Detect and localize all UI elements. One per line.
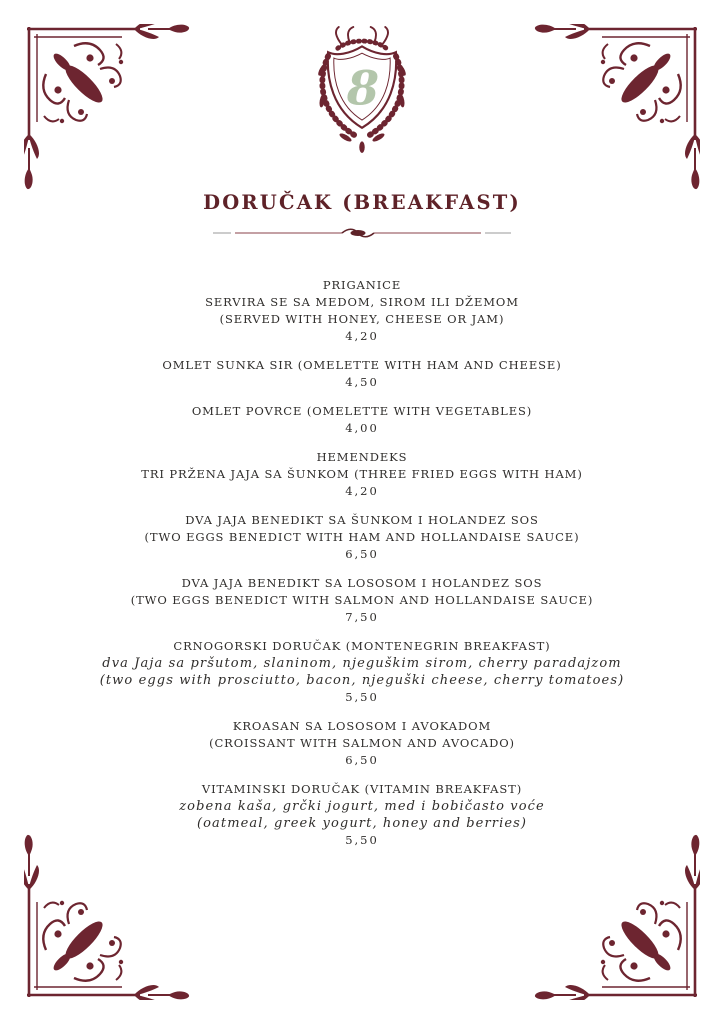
menu-item-line: dva Jaja sa pršutom, slaninom, njeguškim sirom, cherry paradajzom <box>102 656 622 671</box>
menu-item-line: HEMENDEKS <box>316 450 408 464</box>
menu-item-line: KROASAN SA LOSOSOM I AVOKADOM <box>232 719 492 733</box>
menu-item-lines <box>40 638 684 689</box>
menu-item-line: (SERVED WITH HONEY, CHEESE OR JAM) <box>219 312 505 326</box>
menu-item <box>40 575 684 626</box>
menu-item-line: PRIGANICE <box>322 278 402 292</box>
menu-item-price: 4,20 <box>345 329 379 343</box>
menu-item-lines <box>40 357 684 374</box>
menu-item-line: (two eggs with prosciutto, bacon, njeguški cheese, cherry tomatoes) <box>99 673 625 688</box>
menu-item-line: (TWO EGGS BENEDICT WITH SALMON AND HOLLANDAISE SAUCE) <box>130 593 594 607</box>
menu-item <box>40 781 684 849</box>
menu-item <box>40 403 684 437</box>
menu-item-line: SERVIRA SE SA MEDOM, SIROM ILI DŽEMOM <box>205 295 519 309</box>
menu-item-line: OMLET POVRCE (OMELETTE WITH VEGETABLES) <box>191 404 533 418</box>
page-title: DORUČAK (BREAKFAST) <box>203 191 521 214</box>
menu-item-price: 7,50 <box>345 610 379 624</box>
menu-item <box>40 357 684 391</box>
menu-item-line: CRNOGORSKI DORUČAK (MONTENEGRIN BREAKFAST) <box>173 639 551 653</box>
menu-item-price: 6,50 <box>345 753 379 767</box>
menu-item-price: 6,50 <box>345 547 379 561</box>
menu-item-price: 4,20 <box>345 484 379 498</box>
crest-emblem <box>299 24 425 156</box>
menu-item-price: 5,50 <box>345 690 379 704</box>
menu-item-price: 4,50 <box>345 375 379 389</box>
title-divider <box>211 226 513 240</box>
flourish-corner-icon <box>24 24 192 192</box>
menu-item-lines <box>40 575 684 609</box>
menu-item-line: zobena kaša, grčki jogurt, med i bobičasto voće <box>179 799 545 814</box>
menu-item-line: (oatmeal, greek yogurt, honey and berries) <box>196 816 528 831</box>
menu-item <box>40 277 684 345</box>
menu-item-lines <box>40 781 684 832</box>
wreath-crest-icon <box>299 24 425 156</box>
menu-item-lines <box>40 403 684 420</box>
menu-item-line: DVA JAJA BENEDIKT SA LOSOSOM I HOLANDEZ SOS <box>181 576 543 590</box>
corner-ornament-top-left <box>24 24 192 192</box>
menu-item-lines <box>40 512 684 546</box>
menu-item-line: (TWO EGGS BENEDICT WITH HAM AND HOLLANDAISE SAUCE) <box>144 530 580 544</box>
emblem-number: 8 <box>346 60 380 116</box>
menu-item-line: (CROISSANT WITH SALMON AND AVOCADO) <box>209 736 515 750</box>
menu-item <box>40 512 684 563</box>
menu-item-line: OMLET SUNKA SIR (OMELETTE WITH HAM AND CHEESE) <box>162 358 562 372</box>
menu-list <box>40 277 684 861</box>
menu-item-line: DVA JAJA BENEDIKT SA ŠUNKOM I HOLANDEZ SOS <box>185 513 539 527</box>
menu-item <box>40 638 684 706</box>
menu-item-lines <box>40 449 684 483</box>
menu-item <box>40 718 684 769</box>
menu-item <box>40 449 684 500</box>
menu-item-lines <box>40 277 684 328</box>
corner-ornament-top-right <box>532 24 700 192</box>
flourish-corner-icon <box>532 24 700 192</box>
menu-item-line: TRI PRŽENA JAJA SA ŠUNKOM (THREE FRIED EGGS WITH HAM) <box>141 467 583 481</box>
menu-item-price: 4,00 <box>345 421 379 435</box>
menu-item-lines <box>40 718 684 752</box>
menu-item-price: 5,50 <box>345 833 379 847</box>
menu-item-line: VITAMINSKI DORUČAK (VITAMIN BREAKFAST) <box>201 782 523 796</box>
